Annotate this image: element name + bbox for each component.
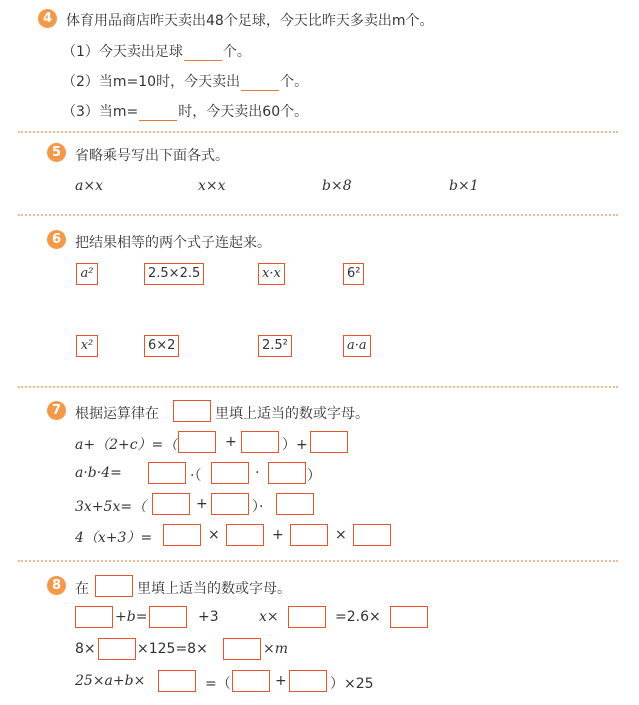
q8-answer-box[interactable] xyxy=(289,670,327,692)
q8-row2-text: 8× xyxy=(75,641,96,657)
q8-row3-plus: + xyxy=(275,673,287,689)
q8-answer-box[interactable] xyxy=(98,638,136,660)
q8-row2-text2: ×125=8× xyxy=(137,641,208,657)
q8-row1-text2: +3 xyxy=(198,609,219,625)
q6-expression-top[interactable]: 6² xyxy=(343,263,364,285)
question-6-title: 把结果相等的两个式子连起来。 xyxy=(75,235,271,251)
q7-answer-box[interactable] xyxy=(148,462,186,484)
q7-row2-text2: ·（ xyxy=(190,468,202,484)
q4-part2-blank[interactable] xyxy=(241,76,279,91)
q4-part3-blank[interactable] xyxy=(139,106,177,121)
q8-answer-box[interactable] xyxy=(288,606,326,628)
q7-title-part-a: 根据运算律在 xyxy=(75,406,159,422)
question-6-number: 6 xyxy=(47,230,66,249)
question-5-title: 省略乘号写出下面各式。 xyxy=(75,148,229,164)
q7-row2-text: a·b·4= xyxy=(75,465,122,481)
q7-row4-text: 4（x+3）= xyxy=(75,530,153,546)
q7-answer-box[interactable] xyxy=(353,524,391,546)
q4-part1-blank[interactable] xyxy=(184,46,222,61)
q7-answer-box[interactable] xyxy=(152,493,190,515)
q8-answer-box[interactable] xyxy=(232,670,270,692)
q7-row1-plus: + xyxy=(225,434,237,450)
q5-item: b×1 xyxy=(449,178,479,194)
q6-expression-bottom[interactable]: x² xyxy=(76,335,98,357)
q7-answer-box[interactable] xyxy=(268,462,306,484)
q7-answer-box[interactable] xyxy=(276,493,314,515)
q7-answer-box[interactable] xyxy=(290,524,328,546)
q6-expression-top[interactable]: a² xyxy=(76,263,98,285)
q7-row1-text: a+（2+c）=（ xyxy=(75,437,178,453)
q8-row3-text: 25×a+b× xyxy=(75,673,146,689)
q7-answer-box[interactable] xyxy=(211,462,249,484)
divider xyxy=(18,386,618,388)
q8-row2-text3: ×m xyxy=(263,641,289,657)
q6-expression-bottom[interactable]: a·a xyxy=(343,335,371,357)
q8-answer-box[interactable] xyxy=(149,606,187,628)
q8-row3-text2: =（ xyxy=(205,676,231,692)
q7-row4-times: × xyxy=(208,527,220,543)
q7-row3-text: 3x+5x=（ xyxy=(75,499,147,515)
question-5-number: 5 xyxy=(47,143,66,162)
q4-part2-text: （2）当m=10时，今天卖出 xyxy=(62,74,241,90)
q5-item: a×x xyxy=(75,178,103,194)
q4-part3-text: （3）当m= xyxy=(62,104,139,120)
q8-answer-box[interactable] xyxy=(223,638,261,660)
q7-row3-text2: ）· xyxy=(252,499,264,515)
q4-part3-rest: 时，今天卖出60个。 xyxy=(178,104,309,120)
q8-answer-box[interactable] xyxy=(158,670,196,692)
q4-part1-unit: 个。 xyxy=(222,44,251,60)
question-7-number: 7 xyxy=(47,401,66,420)
q8-row3-text3: ）×25 xyxy=(330,676,374,692)
divider xyxy=(18,214,618,216)
q7-answer-box[interactable] xyxy=(226,524,264,546)
q8-title-part-a: 在 xyxy=(75,581,89,597)
q7-title-box xyxy=(173,400,211,422)
q6-expression-top[interactable]: 2.5×2.5 xyxy=(144,263,204,285)
q5-item: x×x xyxy=(198,178,226,194)
q7-title-part-b: 里填上适当的数或字母。 xyxy=(215,406,369,422)
q7-row4-plus: + xyxy=(272,527,284,543)
divider xyxy=(18,560,618,562)
q8-title-box xyxy=(95,575,133,597)
q7-row4-times2: × xyxy=(335,527,347,543)
question-4-part-3 xyxy=(62,101,308,121)
q7-answer-box[interactable] xyxy=(178,431,216,453)
divider xyxy=(18,131,618,133)
question-4-title: 体育用品商店昨天卖出48个足球，今天比昨天多卖出m个。 xyxy=(66,13,434,29)
question-4-part-2 xyxy=(62,71,308,91)
question-4-part-1 xyxy=(62,41,251,61)
q7-answer-box[interactable] xyxy=(163,524,201,546)
q7-row2-dot: · xyxy=(255,465,260,481)
q8-title-part-b: 里填上适当的数或字母。 xyxy=(137,581,291,597)
q7-row3-plus: + xyxy=(196,496,208,512)
q7-row2-close: ） xyxy=(307,468,321,484)
question-8-number: 8 xyxy=(47,576,66,595)
q8-answer-box[interactable] xyxy=(75,606,113,628)
q6-expression-top[interactable]: x·x xyxy=(258,263,285,285)
question-4-number: 4 xyxy=(38,9,57,28)
q7-answer-box[interactable] xyxy=(211,493,249,515)
q8-row1-text4: =2.6× xyxy=(335,609,381,625)
q7-row1-text2: ）+ xyxy=(282,437,308,453)
q4-part2-unit: 个。 xyxy=(280,74,309,90)
q5-item: b×8 xyxy=(322,178,352,194)
q7-answer-box[interactable] xyxy=(241,431,279,453)
q6-expression-bottom[interactable]: 6×2 xyxy=(144,335,179,357)
q7-answer-box[interactable] xyxy=(310,431,348,453)
q8-row1-text3: x× xyxy=(259,609,279,625)
q6-expression-bottom[interactable]: 2.5² xyxy=(258,335,292,357)
q8-row1-text: +b= xyxy=(115,609,148,625)
q8-answer-box[interactable] xyxy=(390,606,428,628)
q4-part1-text: （1）今天卖出足球 xyxy=(62,44,183,60)
